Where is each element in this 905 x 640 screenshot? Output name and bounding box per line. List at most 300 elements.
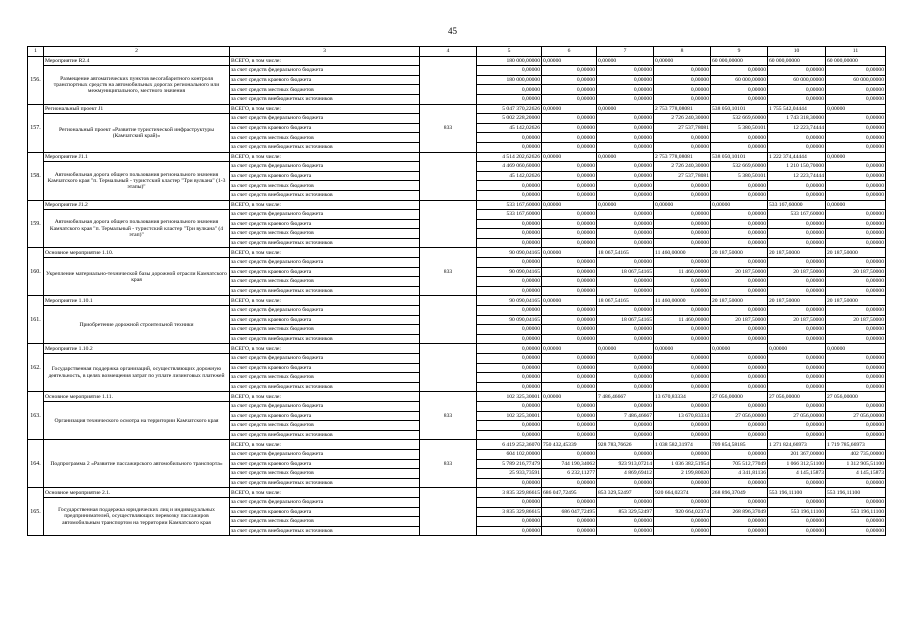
measure-title: Основное мероприятие 1.10. <box>44 248 230 258</box>
value-cell: 0,00000 <box>768 229 826 239</box>
value-cell: 0,00000 <box>542 142 597 152</box>
value-cell: 0,00000 <box>768 133 826 143</box>
value-cell: 0,00000 <box>711 497 768 507</box>
value-cell: 0,00000 <box>477 497 542 507</box>
funding-source: ВСЕГО, в том числе: <box>230 392 420 402</box>
value-cell: 0,00000 <box>542 123 597 133</box>
value-cell: 0,00000 <box>542 517 597 527</box>
value-cell: 5 789 216,77479 <box>477 459 542 469</box>
value-cell: 0,00000 <box>477 517 542 527</box>
value-cell: 0,00000 <box>542 315 597 325</box>
funding-source: за счет средств местных бюджетов <box>230 181 420 191</box>
value-cell: 0,00000 <box>826 123 886 133</box>
value-cell: 0,00000 <box>654 219 711 229</box>
value-cell: 5 380,50101 <box>711 171 768 181</box>
value-cell: 0,00000 <box>654 210 711 220</box>
value-cell: 2 726 240,30000 <box>654 162 711 172</box>
value-cell: 0,00000 <box>654 85 711 95</box>
value-cell: 0,00000 <box>542 152 597 162</box>
value-cell: 0,00000 <box>477 190 542 200</box>
value-cell: 0,00000 <box>768 181 826 191</box>
value-cell: 0,00000 <box>542 190 597 200</box>
value-cell: 0,00000 <box>542 334 597 344</box>
value-cell: 0,00000 <box>654 373 711 383</box>
value-cell: 0,00000 <box>542 114 597 124</box>
measure-description: Организация технического осмотра на территории Камчатского края <box>44 401 230 439</box>
value-cell: 0,00000 <box>711 449 768 459</box>
value-cell: 20 187,50000 <box>768 315 826 325</box>
value-cell: 1 743 318,30000 <box>768 114 826 124</box>
value-cell: 0,00000 <box>477 382 542 392</box>
value-cell: 0,00000 <box>711 286 768 296</box>
value-cell: 0,00000 <box>711 430 768 440</box>
value-cell: 0,00000 <box>711 306 768 316</box>
value-cell: 0,00000 <box>826 104 886 114</box>
funding-source: ВСЕГО, в том числе: <box>230 200 420 210</box>
funding-source: за счет средств внебюджетных источников <box>230 430 420 440</box>
value-cell: 0,00000 <box>711 421 768 431</box>
value-cell: 268 896,37049 <box>711 488 768 498</box>
value-cell: 553 196,11100 <box>768 488 826 498</box>
measure-title: Мероприятие R2.4 <box>44 56 230 66</box>
value-cell: 20 187,50000 <box>826 296 886 306</box>
value-cell: 0,00000 <box>542 497 597 507</box>
value-cell: 90 090,04165 <box>477 315 542 325</box>
value-cell: 0,00000 <box>597 497 654 507</box>
value-cell: 0,00000 <box>542 392 597 402</box>
funding-source: за счет средств краевого бюджета <box>230 507 420 517</box>
value-cell: 90 090,04165 <box>477 248 542 258</box>
value-cell: 0,00000 <box>477 219 542 229</box>
value-cell: 0,00000 <box>542 286 597 296</box>
value-cell: 0,00000 <box>826 66 886 76</box>
value-cell: 0,00000 <box>654 363 711 373</box>
value-cell: 0,00000 <box>711 210 768 220</box>
table-row <box>28 200 886 210</box>
value-cell: 0,00000 <box>477 354 542 364</box>
funding-source: за счет средств местных бюджетов <box>230 469 420 479</box>
value-cell: 0,00000 <box>826 306 886 316</box>
value-cell: 1 271 824,66973 <box>768 440 826 450</box>
value-cell: 0,00000 <box>711 219 768 229</box>
value-cell: 0,00000 <box>711 238 768 248</box>
measure-description: Региональный проект «Развитие туристической инфраструктуры (Камчатский край)» <box>44 114 230 152</box>
value-cell: 0,00000 <box>826 171 886 181</box>
value-cell: 0,00000 <box>768 354 826 364</box>
value-cell: 0,00000 <box>542 382 597 392</box>
grbs-code <box>420 488 477 536</box>
value-cell: 12 223,74444 <box>768 123 826 133</box>
value-cell: 0,00000 <box>654 200 711 210</box>
measure-description: Автомобильная дорога общего пользования регионального значения Камчатского края "п. Термальный - туристский кластер "Три вулкана" (1-3 этапы)" <box>44 162 230 200</box>
value-cell: 102 325,30001 <box>477 411 542 421</box>
value-cell: 0,00000 <box>768 190 826 200</box>
value-cell: 920 664,02374 <box>654 507 711 517</box>
value-cell: 0,00000 <box>477 526 542 536</box>
measure-description: Укрепление материально-технической базы дорожной отрасли Камчатского края <box>44 258 230 296</box>
value-cell: 402 735,00000 <box>826 449 886 459</box>
funding-source: за счет средств местных бюджетов <box>230 277 420 287</box>
value-cell: 0,00000 <box>542 430 597 440</box>
value-cell: 0,00000 <box>597 363 654 373</box>
value-cell: 0,00000 <box>826 478 886 488</box>
value-cell: 0,00000 <box>542 411 597 421</box>
value-cell: 11 460,00000 <box>654 315 711 325</box>
value-cell: 0,00000 <box>542 181 597 191</box>
header-cell: 9 <box>711 47 768 57</box>
value-cell: 0,00000 <box>654 229 711 239</box>
value-cell: 0,00000 <box>542 85 597 95</box>
value-cell: 0,00000 <box>826 190 886 200</box>
value-cell: 533 167,60000 <box>768 210 826 220</box>
value-cell: 0,00000 <box>826 497 886 507</box>
grbs-code: 833 <box>420 248 477 296</box>
value-cell: 0,00000 <box>654 325 711 335</box>
measure-title: Мероприятие 1.10.2 <box>44 344 230 354</box>
value-cell: 0,00000 <box>654 306 711 316</box>
value-cell: 0,00000 <box>477 421 542 431</box>
value-cell: 0,00000 <box>768 277 826 287</box>
value-cell: 923 913,07214 <box>597 459 654 469</box>
value-cell: 20 187,50000 <box>826 267 886 277</box>
value-cell: 0,00000 <box>542 133 597 143</box>
measure-description: Государственная поддержка юридических лиц и индивидуальных предпринимателей, осуществляющих перевозку пассажиров автомобильным транспортом на территории Камчатского края <box>44 497 230 535</box>
value-cell: 0,00000 <box>542 277 597 287</box>
value-cell: 0,00000 <box>768 382 826 392</box>
value-cell: 0,00000 <box>597 190 654 200</box>
funding-source: за счет средств краевого бюджета <box>230 219 420 229</box>
value-cell: 533 167,60000 <box>477 210 542 220</box>
value-cell: 0,00000 <box>542 401 597 411</box>
value-cell: 0,00000 <box>711 229 768 239</box>
value-cell: 1 036 382,51954 <box>654 459 711 469</box>
value-cell: 0,00000 <box>542 210 597 220</box>
value-cell: 538 050,10101 <box>711 152 768 162</box>
value-cell: 0,00000 <box>597 306 654 316</box>
value-cell: 0,00000 <box>477 363 542 373</box>
value-cell: 13 670,83334 <box>654 411 711 421</box>
value-cell: 0,00000 <box>711 354 768 364</box>
measure-title: Мероприятие J1.2 <box>44 200 230 210</box>
value-cell: 0,00000 <box>654 94 711 104</box>
value-cell: 0,00000 <box>826 526 886 536</box>
funding-source: за счет средств внебюджетных источников <box>230 334 420 344</box>
page-number: 45 <box>448 26 457 36</box>
table-row <box>28 248 886 258</box>
value-cell: 0,00000 <box>826 430 886 440</box>
value-cell: 0,00000 <box>597 258 654 268</box>
value-cell: 0,00000 <box>654 277 711 287</box>
value-cell: 0,00000 <box>597 526 654 536</box>
value-cell: 268 896,37049 <box>711 507 768 517</box>
value-cell: 20 187,50000 <box>768 248 826 258</box>
value-cell: 0,00000 <box>826 162 886 172</box>
value-cell: 90 090,04165 <box>477 267 542 277</box>
value-cell: 0,00000 <box>711 133 768 143</box>
value-cell: 1 312 905,51100 <box>826 459 886 469</box>
value-cell: 4 341,81136 <box>711 469 768 479</box>
funding-source: за счет средств внебюджетных источников <box>230 94 420 104</box>
funding-source: за счет средств федерального бюджета <box>230 354 420 364</box>
value-cell: 0,00000 <box>654 258 711 268</box>
value-cell: 0,00000 <box>711 344 768 354</box>
value-cell: 102 325,30001 <box>477 392 542 402</box>
value-cell: 0,00000 <box>711 277 768 287</box>
value-cell: 0,00000 <box>768 421 826 431</box>
value-cell: 0,00000 <box>597 181 654 191</box>
value-cell: 0,00000 <box>597 171 654 181</box>
funding-source: за счет средств краевого бюджета <box>230 363 420 373</box>
row-number: 163. <box>28 392 44 440</box>
value-cell: 553 196,11100 <box>826 507 886 517</box>
value-cell: 0,00000 <box>711 478 768 488</box>
row-number: 162. <box>28 344 44 392</box>
value-cell: 0,00000 <box>542 325 597 335</box>
value-cell: 0,00000 <box>654 238 711 248</box>
value-cell: 0,00000 <box>826 286 886 296</box>
value-cell: 0,00000 <box>826 363 886 373</box>
value-cell: 180 000,00000 <box>477 75 542 85</box>
value-cell: 853 329,52497 <box>597 507 654 517</box>
header-cell: 2 <box>44 47 230 57</box>
value-cell: 0,00000 <box>768 219 826 229</box>
value-cell: 0,00000 <box>597 210 654 220</box>
value-cell: 533 167,60000 <box>477 200 542 210</box>
value-cell: 18 067,54165 <box>597 315 654 325</box>
measure-title: Мероприятие 1.10.1 <box>44 296 230 306</box>
value-cell: 0,00000 <box>597 277 654 287</box>
value-cell: 0,00000 <box>711 258 768 268</box>
funding-source: за счет средств федерального бюджета <box>230 497 420 507</box>
value-cell: 0,00000 <box>597 123 654 133</box>
value-cell: 0,00000 <box>477 66 542 76</box>
value-cell: 0,00000 <box>826 382 886 392</box>
value-cell: 60 000,00000 <box>711 56 768 66</box>
value-cell: 0,00000 <box>542 354 597 364</box>
value-cell: 0,00000 <box>597 449 654 459</box>
value-cell: 60 000,00000 <box>768 75 826 85</box>
value-cell: 0,00000 <box>542 229 597 239</box>
value-cell: 0,00000 <box>768 334 826 344</box>
value-cell: 0,00000 <box>597 344 654 354</box>
value-cell: 0,00000 <box>597 200 654 210</box>
value-cell: 0,00000 <box>768 430 826 440</box>
value-cell: 0,00000 <box>654 497 711 507</box>
value-cell: 0,00000 <box>654 344 711 354</box>
value-cell: 0,00000 <box>826 354 886 364</box>
value-cell: 0,00000 <box>542 373 597 383</box>
grbs-code <box>420 296 477 344</box>
value-cell: 180 000,00000 <box>477 56 542 66</box>
value-cell: 0,00000 <box>826 238 886 248</box>
value-cell: 0,00000 <box>542 248 597 258</box>
table-row <box>28 344 886 354</box>
value-cell: 1 719 785,66973 <box>826 440 886 450</box>
value-cell: 6 419 252,36070 <box>477 440 542 450</box>
value-cell: 0,00000 <box>711 85 768 95</box>
value-cell: 0,00000 <box>597 325 654 335</box>
row-number: 165. <box>28 488 44 536</box>
value-cell: 0,00000 <box>477 238 542 248</box>
value-cell: 0,00000 <box>654 430 711 440</box>
value-cell: 0,00000 <box>768 94 826 104</box>
value-cell: 2 726 240,30000 <box>654 114 711 124</box>
value-cell: 0,00000 <box>711 401 768 411</box>
value-cell: 0,00000 <box>711 363 768 373</box>
value-cell: 604 102,00000 <box>477 449 542 459</box>
value-cell: 0,00000 <box>542 238 597 248</box>
value-cell: 0,00000 <box>768 325 826 335</box>
table-row <box>28 104 886 114</box>
value-cell: 5 047 370,22626 <box>477 104 542 114</box>
value-cell: 0,00000 <box>542 526 597 536</box>
measure-title: Основное мероприятие 2.1. <box>44 488 230 498</box>
value-cell: 0,00000 <box>477 344 542 354</box>
grbs-code <box>420 152 477 200</box>
value-cell: 0,00000 <box>542 478 597 488</box>
funding-source: за счет средств внебюджетных источников <box>230 142 420 152</box>
value-cell: 0,00000 <box>542 219 597 229</box>
value-cell: 0,00000 <box>477 373 542 383</box>
value-cell: 0,00000 <box>826 142 886 152</box>
row-number: 164. <box>28 440 44 488</box>
value-cell: 0,00000 <box>542 75 597 85</box>
funding-source: за счет средств федерального бюджета <box>230 449 420 459</box>
value-cell: 0,00000 <box>654 286 711 296</box>
value-cell: 0,00000 <box>542 449 597 459</box>
value-cell: 0,00000 <box>654 526 711 536</box>
funding-source: ВСЕГО, в том числе: <box>230 296 420 306</box>
header-cell: 4 <box>420 47 477 57</box>
value-cell: 27 056,00000 <box>826 411 886 421</box>
table-row <box>28 488 886 498</box>
value-cell: 705 512,77049 <box>711 459 768 469</box>
value-cell: 27 056,00000 <box>768 411 826 421</box>
measure-description: Приобретение дорожной строительной техники <box>44 306 230 344</box>
funding-source: за счет средств внебюджетных источников <box>230 478 420 488</box>
value-cell: 0,00000 <box>711 181 768 191</box>
value-cell: 18 067,54165 <box>597 296 654 306</box>
funding-source: за счет средств местных бюджетов <box>230 85 420 95</box>
funding-source: за счет средств местных бюджетов <box>230 325 420 335</box>
value-cell: 0,00000 <box>597 373 654 383</box>
funding-source: за счет средств местных бюджетов <box>230 229 420 239</box>
value-cell: 60 000,00000 <box>826 75 886 85</box>
value-cell: 0,00000 <box>768 286 826 296</box>
value-cell: 27 056,00000 <box>768 392 826 402</box>
grbs-code <box>420 56 477 104</box>
value-cell: 0,00000 <box>597 142 654 152</box>
value-cell: 0,00000 <box>597 334 654 344</box>
measure-description: Автомобильная дорога общего пользования регионального значения Камчатского края "п. Термальный - туристский кластер "Три вулкана" (4 этап)" <box>44 210 230 248</box>
value-cell: 538 050,10101 <box>711 104 768 114</box>
measure-title: Региональный проект J1 <box>44 104 230 114</box>
value-cell: 0,00000 <box>597 421 654 431</box>
funding-source: за счет средств местных бюджетов <box>230 373 420 383</box>
value-cell: 0,00000 <box>768 373 826 383</box>
value-cell: 0,00000 <box>597 238 654 248</box>
value-cell: 750 432,45339 <box>542 440 597 450</box>
value-cell: 20 187,50000 <box>711 248 768 258</box>
value-cell: 0,00000 <box>542 200 597 210</box>
value-cell: 0,00000 <box>597 133 654 143</box>
header-cell: 3 <box>230 47 420 57</box>
value-cell: 3 835 329,86615 <box>477 507 542 517</box>
value-cell: 25 933,73591 <box>477 469 542 479</box>
value-cell: 0,00000 <box>826 219 886 229</box>
value-cell: 4 469 060,60000 <box>477 162 542 172</box>
value-cell: 0,00000 <box>542 296 597 306</box>
value-cell: 0,00000 <box>654 421 711 431</box>
value-cell: 853 329,52497 <box>597 488 654 498</box>
funding-source: ВСЕГО, в том числе: <box>230 488 420 498</box>
value-cell: 0,00000 <box>654 449 711 459</box>
value-cell: 7 486,46667 <box>597 411 654 421</box>
value-cell: 0,00000 <box>826 114 886 124</box>
value-cell: 5 002 228,20000 <box>477 114 542 124</box>
value-cell: 0,00000 <box>654 190 711 200</box>
value-cell: 0,00000 <box>542 171 597 181</box>
value-cell: 20 187,50000 <box>768 267 826 277</box>
funding-source: ВСЕГО, в том числе: <box>230 248 420 258</box>
value-cell: 4 869,69412 <box>597 469 654 479</box>
measure-title: Мероприятие J1.1 <box>44 152 230 162</box>
funding-source: за счет средств местных бюджетов <box>230 133 420 143</box>
value-cell: 0,00000 <box>477 142 542 152</box>
value-cell: 0,00000 <box>768 497 826 507</box>
measure-description: Размещение автоматических пунктов весогабаритного контроля транспортных средств на автомобильных дорогах регионального или межмуниципального, местного значения <box>44 66 230 104</box>
value-cell: 0,00000 <box>597 229 654 239</box>
value-cell: 0,00000 <box>826 334 886 344</box>
value-cell: 0,00000 <box>597 152 654 162</box>
value-cell: 0,00000 <box>826 181 886 191</box>
funding-source: ВСЕГО, в том числе: <box>230 440 420 450</box>
value-cell: 60 000,00000 <box>826 56 886 66</box>
value-cell: 0,00000 <box>477 85 542 95</box>
value-cell: 0,00000 <box>597 382 654 392</box>
value-cell: 709 854,58185 <box>711 440 768 450</box>
value-cell: 0,00000 <box>477 94 542 104</box>
grbs-code: 833 <box>420 392 477 440</box>
funding-source: ВСЕГО, в том числе: <box>230 152 420 162</box>
value-cell: 60 000,00000 <box>768 56 826 66</box>
value-cell: 0,00000 <box>597 401 654 411</box>
header-cell: 11 <box>826 47 886 57</box>
row-number: 156. <box>28 56 44 104</box>
funding-source: за счет средств краевого бюджета <box>230 459 420 469</box>
funding-source: за счет средств федерального бюджета <box>230 66 420 76</box>
funding-source: за счет средств краевого бюджета <box>230 267 420 277</box>
value-cell: 553 196,11100 <box>768 507 826 517</box>
value-cell: 532 669,60000 <box>711 114 768 124</box>
value-cell: 5 380,50101 <box>711 123 768 133</box>
value-cell: 12 223,74444 <box>768 171 826 181</box>
funding-source: за счет средств федерального бюджета <box>230 114 420 124</box>
value-cell: 553 196,11100 <box>826 488 886 498</box>
value-cell: 45 142,02626 <box>477 171 542 181</box>
value-cell: 201 367,00000 <box>768 449 826 459</box>
value-cell: 4 145,15873 <box>768 469 826 479</box>
value-cell: 0,00000 <box>711 325 768 335</box>
grbs-code <box>420 344 477 392</box>
funding-source: за счет средств краевого бюджета <box>230 411 420 421</box>
value-cell: 0,00000 <box>597 219 654 229</box>
value-cell: 0,00000 <box>654 66 711 76</box>
grbs-code: 833 <box>420 104 477 152</box>
value-cell: 0,00000 <box>597 56 654 66</box>
measure-description: Государственная поддержка организаций, осуществляющих дорожную деятельность, в целях возмещения затрат по уплате лизинговых платежей <box>44 354 230 392</box>
value-cell: 0,00000 <box>768 526 826 536</box>
